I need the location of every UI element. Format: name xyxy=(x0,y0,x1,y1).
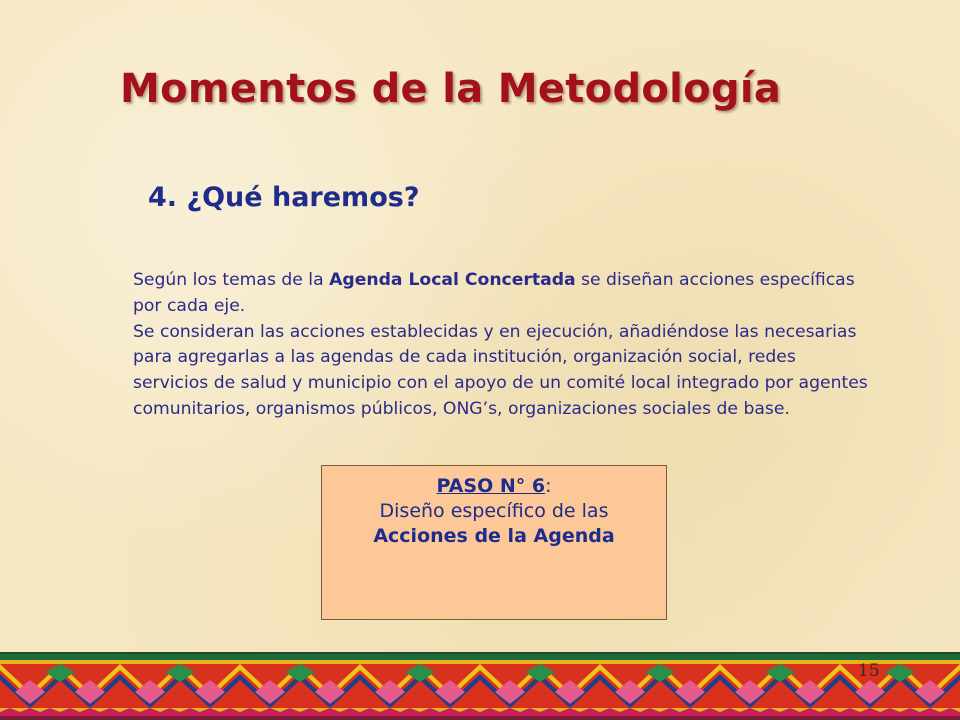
paragraph-1 xyxy=(133,270,855,316)
body-text xyxy=(133,268,868,423)
page-number: 15 xyxy=(858,661,880,681)
paragraph-1-end: se diseñan acciones específicas por cada eje. xyxy=(133,270,855,316)
step-label-suffix: : xyxy=(545,475,552,497)
paragraph-2: Se consideran las acciones establecidas y en ejecución, añadiéndose las necesarias para agregarlas a las agendas de cada institución, organización social, redes servicios de salud y municipio con el apoyo de un comité local integrado por agentes comunitarios, organismos públicos, ONG’s, organizaciones sociales de base. xyxy=(133,321,868,419)
step-description: Diseño específico de las xyxy=(379,500,609,522)
slide-title: Momentos de la Metodología xyxy=(120,66,782,112)
step-box xyxy=(321,465,667,620)
decorative-woven-border xyxy=(0,652,960,720)
section-subtitle: 4. ¿Qué haremos? xyxy=(148,182,420,213)
paragraph-1-start: Según los temas de la xyxy=(133,270,330,290)
agenda-emphasis: Agenda Local Concertada xyxy=(329,270,576,290)
step-label: PASO N° 6 xyxy=(436,475,546,497)
step-description-emphasis: Acciones de la Agenda xyxy=(373,525,615,547)
